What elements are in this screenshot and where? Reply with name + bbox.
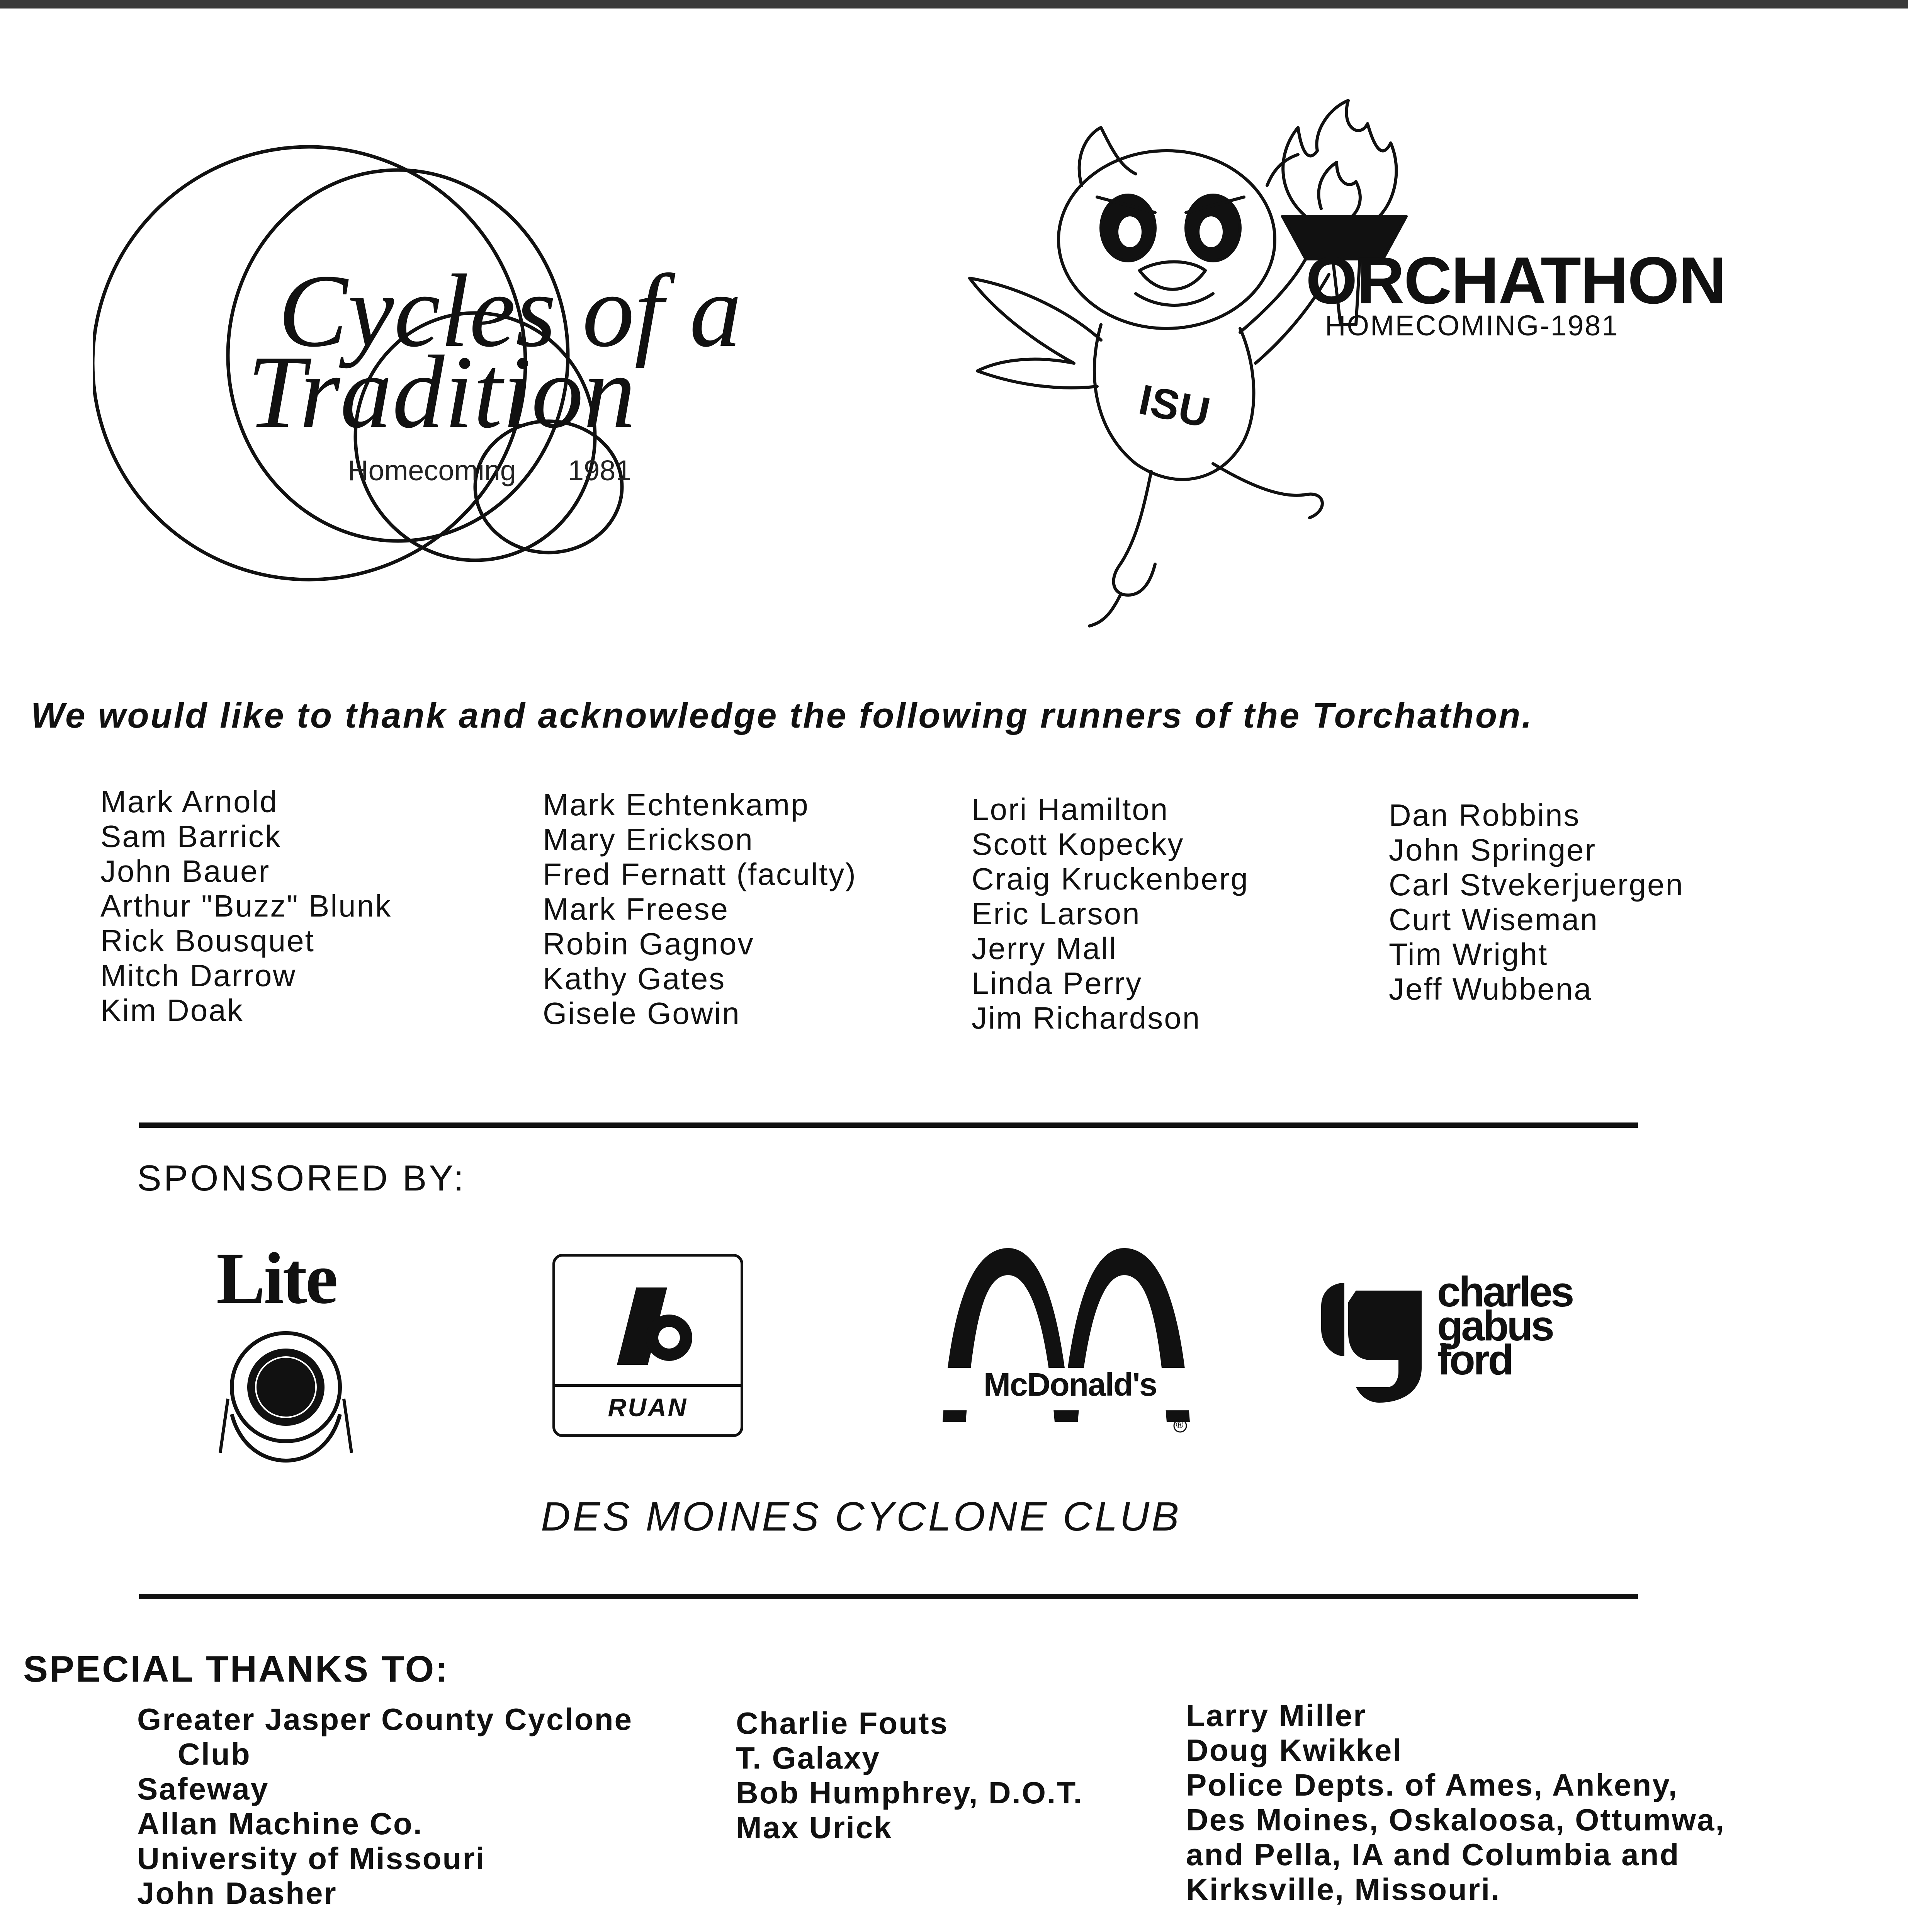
sponsored-by-heading: SPONSORED BY: [137,1158,466,1198]
thanks-entry: T. Galaxy [736,1741,880,1775]
runner-name: John Bauer [100,854,270,888]
special-thanks-column-3 [1186,1698,1725,1907]
runner-name: Jeff Wubbena [1389,972,1592,1006]
gabus-g-icon [1313,1279,1429,1403]
thanks-entry: John Dasher [137,1876,337,1910]
gabus-word-ford: ford [1437,1336,1512,1384]
runner-name: Mark Arnold [100,784,278,819]
runner-name: Scott Kopecky [972,827,1184,861]
runner-name: Mark Freese [543,892,729,926]
runner-name: Arthur "Buzz" Blunk [100,889,392,923]
runner-name: Lori Hamilton [972,792,1169,827]
ruan-r-icon [601,1284,694,1369]
cycles-subtitle-homecoming: Homecoming [348,454,516,486]
cy-mascot-illustration [919,93,1769,634]
torchathon-mascot-logo [919,93,1769,634]
runner-name: Carl Stvekerjuergen [1389,867,1684,902]
special-thanks-column-2 [736,1706,1083,1845]
divider-rule [139,1594,1638,1599]
thanks-entry: and Pella, IA and Columbia and [1186,1837,1680,1872]
lite-wordmark: Lite [216,1238,337,1319]
ruan-wordmark: RUAN [608,1393,688,1422]
runners-column-1 [100,784,392,1028]
cycles-subtitle-year: 1981 [568,454,632,486]
divider-rule [139,1122,1638,1128]
runner-name: Jerry Mall [972,931,1117,966]
runner-name: Gisele Gowin [543,996,741,1031]
thanks-entry: Larry Miller [1186,1698,1367,1733]
mcdonalds-wordmark: McDonald's [983,1366,1157,1403]
charles-gabus-ford-logo [1313,1268,1623,1406]
special-thanks-column-1 [137,1702,633,1911]
thanks-entry: Bob Humphrey, D.O.T. [736,1776,1083,1810]
runners-column-3 [972,792,1249,1036]
torchathon-title [1306,243,1726,318]
thanks-entry: Max Urick [736,1810,892,1845]
gabus-word-charles: charles [1437,1268,1573,1316]
thanks-entry: Police Depts. of Ames, Ankeny, [1186,1768,1679,1802]
golden-arches-icon [943,1240,1213,1441]
runners-column-2 [543,787,857,1031]
runner-name: Robin Gagnov [543,927,754,961]
runner-name: Kim Doak [100,993,244,1027]
runners-column-4 [1389,798,1684,1007]
runner-name: Mary Erickson [543,822,754,857]
ruan-logo-divider [555,1384,741,1387]
thanks-entry: Charlie Fouts [736,1706,949,1740]
torchathon-title-text: ORCHATHON [1306,243,1726,318]
torchathon-subtitle: HOMECOMING-1981 [1325,310,1619,342]
lite-crest-icon [216,1321,355,1468]
thanks-entry: Club [178,1737,251,1771]
cycles-title-line2: Tradition [247,334,636,450]
registered-mark: ® [1176,1419,1184,1430]
thanks-entry: University of Missouri [137,1841,486,1876]
cycles-title-line1: Cycles of a [278,253,742,369]
des-moines-cyclone-club: DES MOINES CYCLONE CLUB [541,1494,1181,1539]
runner-name: Eric Larson [972,896,1141,931]
runner-name: Dan Robbins [1389,798,1580,832]
runner-name: Craig Kruckenberg [972,862,1249,896]
lite-logo [209,1236,363,1468]
thanks-entry: Safeway [137,1772,269,1806]
runner-name: Curt Wiseman [1389,902,1599,937]
thanks-entry: Kirksville, Missouri. [1186,1872,1501,1906]
gabus-word-gabus: gabus [1437,1302,1553,1350]
runner-name: Jim Richardson [972,1001,1201,1035]
cycles-of-a-tradition-logo [93,116,788,599]
runner-name: Rick Bousquet [100,923,315,958]
runner-name: Kathy Gates [543,961,726,996]
thanks-entry: Des Moines, Oskaloosa, Ottumwa, [1186,1803,1725,1837]
runner-name: Tim Wright [1389,937,1548,971]
runner-name: Sam Barrick [100,819,282,854]
runner-name: Linda Perry [972,966,1143,1000]
scan-top-edge [0,0,1908,9]
runner-name: Fred Fernatt (faculty) [543,857,857,891]
runner-name: Mark Echtenkamp [543,787,809,822]
ruan-logo [552,1254,743,1437]
thanks-entry: Greater Jasper County Cyclone [137,1702,633,1736]
runner-name: John Springer [1389,833,1597,867]
thanks-entry: Doug Kwikkel [1186,1733,1403,1767]
gabus-wordmark [1437,1268,1573,1384]
runner-name: Mitch Darrow [100,958,297,993]
mascot-chest-isu: ISU [1135,375,1214,437]
thanks-entry: Allan Machine Co. [137,1806,423,1841]
acknowledgement-heading: We would like to thank and acknowledge the following runners of the Torchathon. [31,696,1533,735]
special-thanks-heading: SPECIAL THANKS TO: [23,1648,450,1690]
mcdonalds-logo [943,1240,1213,1441]
